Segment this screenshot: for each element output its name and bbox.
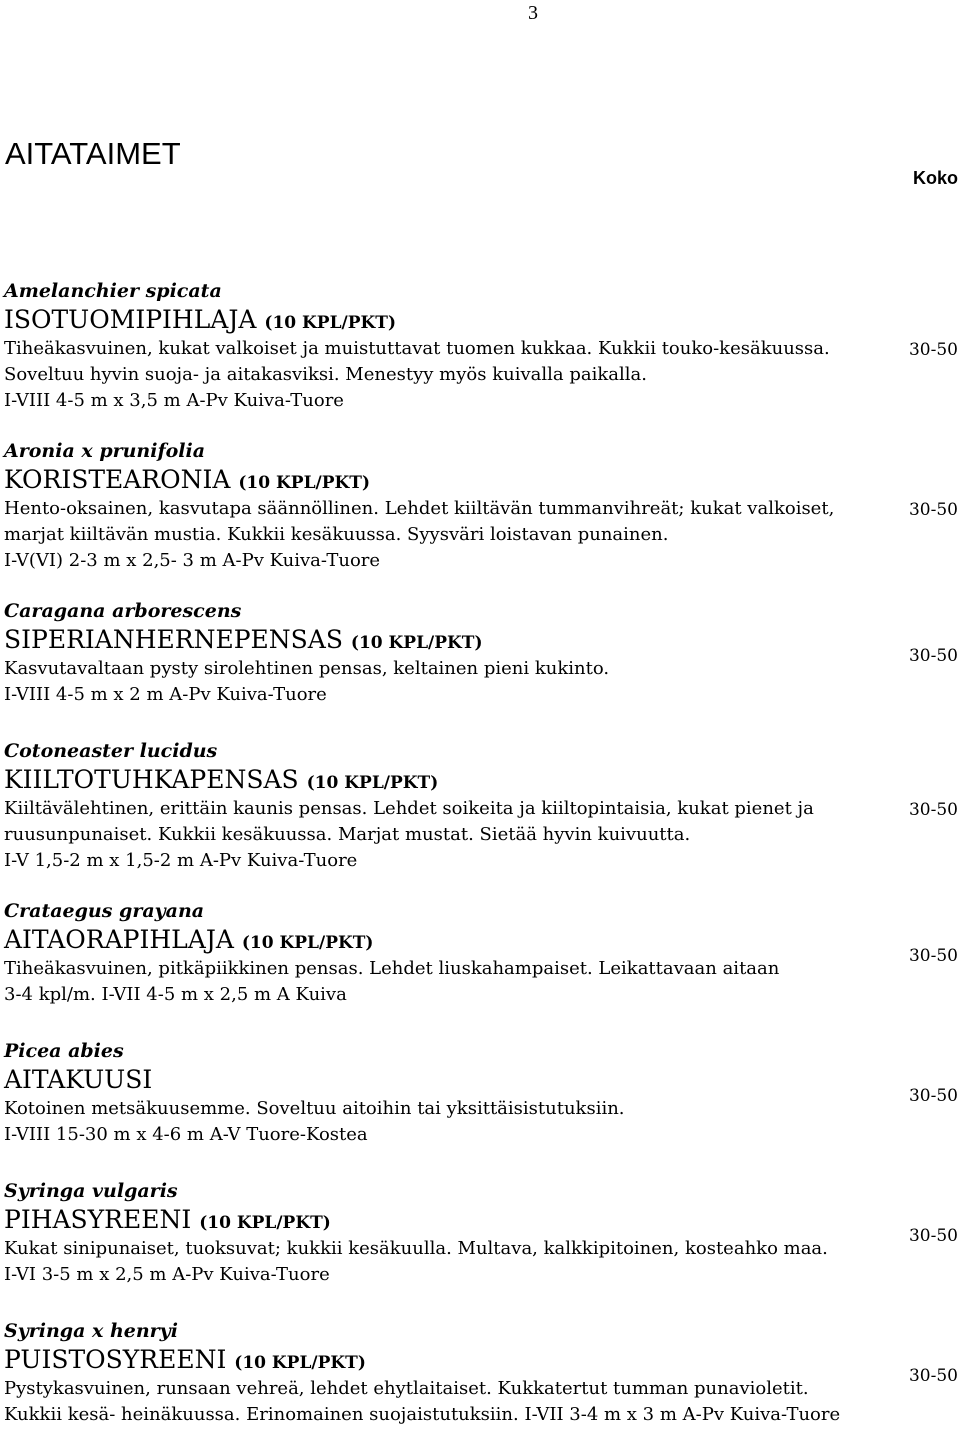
common-name [4,1064,960,1096]
description-line: I-V(VI) 2-3 m x 2,5- 3 m A-Pv Kuiva-Tuore [4,550,381,571]
common-name [4,924,960,956]
pack-quantity: (10 KPL/PKT) [306,773,439,793]
size-value: 30-50 [908,500,958,520]
size-value: 30-50 [908,646,958,666]
size-value: 30-50 [908,1226,958,1246]
plant-entry [4,898,960,1008]
description-line: Kukkii kesä- heinäkuussa. Erinomainen suojaistutuksiin. I-VII 3-4 m x 3 m A-Pv Kuiva-Tuore [4,1404,841,1425]
latin-name: Syringa x henryi [4,1320,178,1342]
description-line: Soveltuu hyvin suoja- ja aitakasviksi. Menestyy myös kuivalla paikalla. [4,364,647,385]
description-line: Kotoinen metsäkuusemme. Soveltuu aitoihin tai yksittäisistutuksiin. [4,1098,625,1119]
common-name-text: AITAORAPIHLAJA [4,925,234,954]
size-value: 30-50 [908,800,958,820]
description-line: Tiheäkasvuinen, kukat valkoiset ja muistuttavat tuomen kukkaa. Kukkii touko-kesäkuussa. [4,338,830,359]
common-name [4,764,960,796]
plant-entry [4,1178,960,1288]
description-line: Kasvutavaltaan pysty sirolehtinen pensas, keltainen pieni kukinto. [4,658,610,679]
description [4,1236,894,1288]
common-name-text: KORISTEARONIA [4,465,231,494]
common-name-text: PIHASYREENI [4,1205,192,1234]
description-line: Kiiltävälehtinen, erittäin kaunis pensas. Lehdet soikeita ja kiiltopintaisia, kukat pienet ja [4,798,814,819]
description [4,496,894,574]
pack-quantity: (10 KPL/PKT) [234,1353,366,1373]
common-name-text: KIILTOTUHKAPENSAS [4,765,299,794]
plant-entry [4,278,960,414]
description-line: Pystykasvuinen, runsaan vehreä, lehdet ehytlaitaiset. Kukkatertut tumman punavioletit. [4,1378,809,1399]
common-name-text: PUISTOSYREENI [4,1345,227,1374]
common-name [4,1344,960,1376]
section-title: AITATAIMET [5,136,181,171]
description-line: marjat kiiltävän mustia. Kukkii kesäkuussa. Syysväri loistavan punainen. [4,524,669,545]
pack-quantity: (10 KPL/PKT) [238,473,370,493]
latin-name: Crataegus grayana [4,900,205,922]
common-name-text: SIPERIANHERNEPENSAS [4,625,343,654]
plant-entry [4,438,960,574]
common-name-text: ISOTUOMIPIHLAJA [4,305,257,334]
description [4,336,894,414]
description-line: ruusunpunaiset. Kukkii kesäkuussa. Marjat mustat. Sietää hyvin kuivuutta. [4,824,691,845]
plant-entry [4,1038,960,1148]
description-line: I-VIII 15-30 m x 4-6 m A-V Tuore-Kostea [4,1124,368,1145]
description-line: Tiheäkasvuinen, pitkäpiikkinen pensas. Lehdet liuskahampaiset. Leikattavaan aitaan [4,958,780,979]
latin-name: Syringa vulgaris [4,1180,178,1202]
common-name [4,1204,960,1236]
description-line: Kukat sinipunaiset, tuoksuvat; kukkii kesäkuulla. Multava, kalkkipitoinen, kosteahko maa. [4,1238,828,1259]
description-line: I-VIII 4-5 m x 2 m A-Pv Kuiva-Tuore [4,684,327,705]
description-line: I-V 1,5-2 m x 1,5-2 m A-Pv Kuiva-Tuore [4,850,358,871]
latin-name: Amelanchier spicata [4,280,222,302]
plant-entry [4,1318,960,1428]
description [4,796,894,874]
description-line: Hento-oksainen, kasvutapa säännöllinen. Lehdet kiiltävän tummanvihreät; kukat valkoiset, [4,498,835,519]
latin-name: Aronia x prunifolia [4,440,206,462]
pack-quantity: (10 KPL/PKT) [241,933,374,953]
latin-name: Picea abies [4,1040,124,1062]
description-line: I-VIII 4-5 m x 3,5 m A-Pv Kuiva-Tuore [4,390,344,411]
size-column-header: Koko [913,168,958,188]
description [4,656,894,708]
latin-name: Caragana arborescens [4,600,242,622]
pack-quantity: (10 KPL/PKT) [350,633,483,653]
plant-entry [4,598,960,708]
size-value: 30-50 [908,340,958,360]
pack-quantity: (10 KPL/PKT) [199,1213,331,1233]
size-value: 30-50 [908,946,958,966]
common-name [4,624,960,656]
size-value: 30-50 [908,1366,958,1386]
common-name [4,304,960,336]
plant-entry [4,738,960,874]
description [4,1376,894,1428]
description-line: 3-4 kpl/m. I-VII 4-5 m x 2,5 m A Kuiva [4,984,347,1005]
size-value: 30-50 [908,1086,958,1106]
page-number: 3 [528,2,538,24]
latin-name: Cotoneaster lucidus [4,740,218,762]
description [4,956,894,1008]
pack-quantity: (10 KPL/PKT) [264,313,396,333]
description [4,1096,894,1148]
description-line: I-VI 3-5 m x 2,5 m A-Pv Kuiva-Tuore [4,1264,330,1285]
common-name [4,464,960,496]
common-name-text: AITAKUUSI [4,1065,153,1094]
